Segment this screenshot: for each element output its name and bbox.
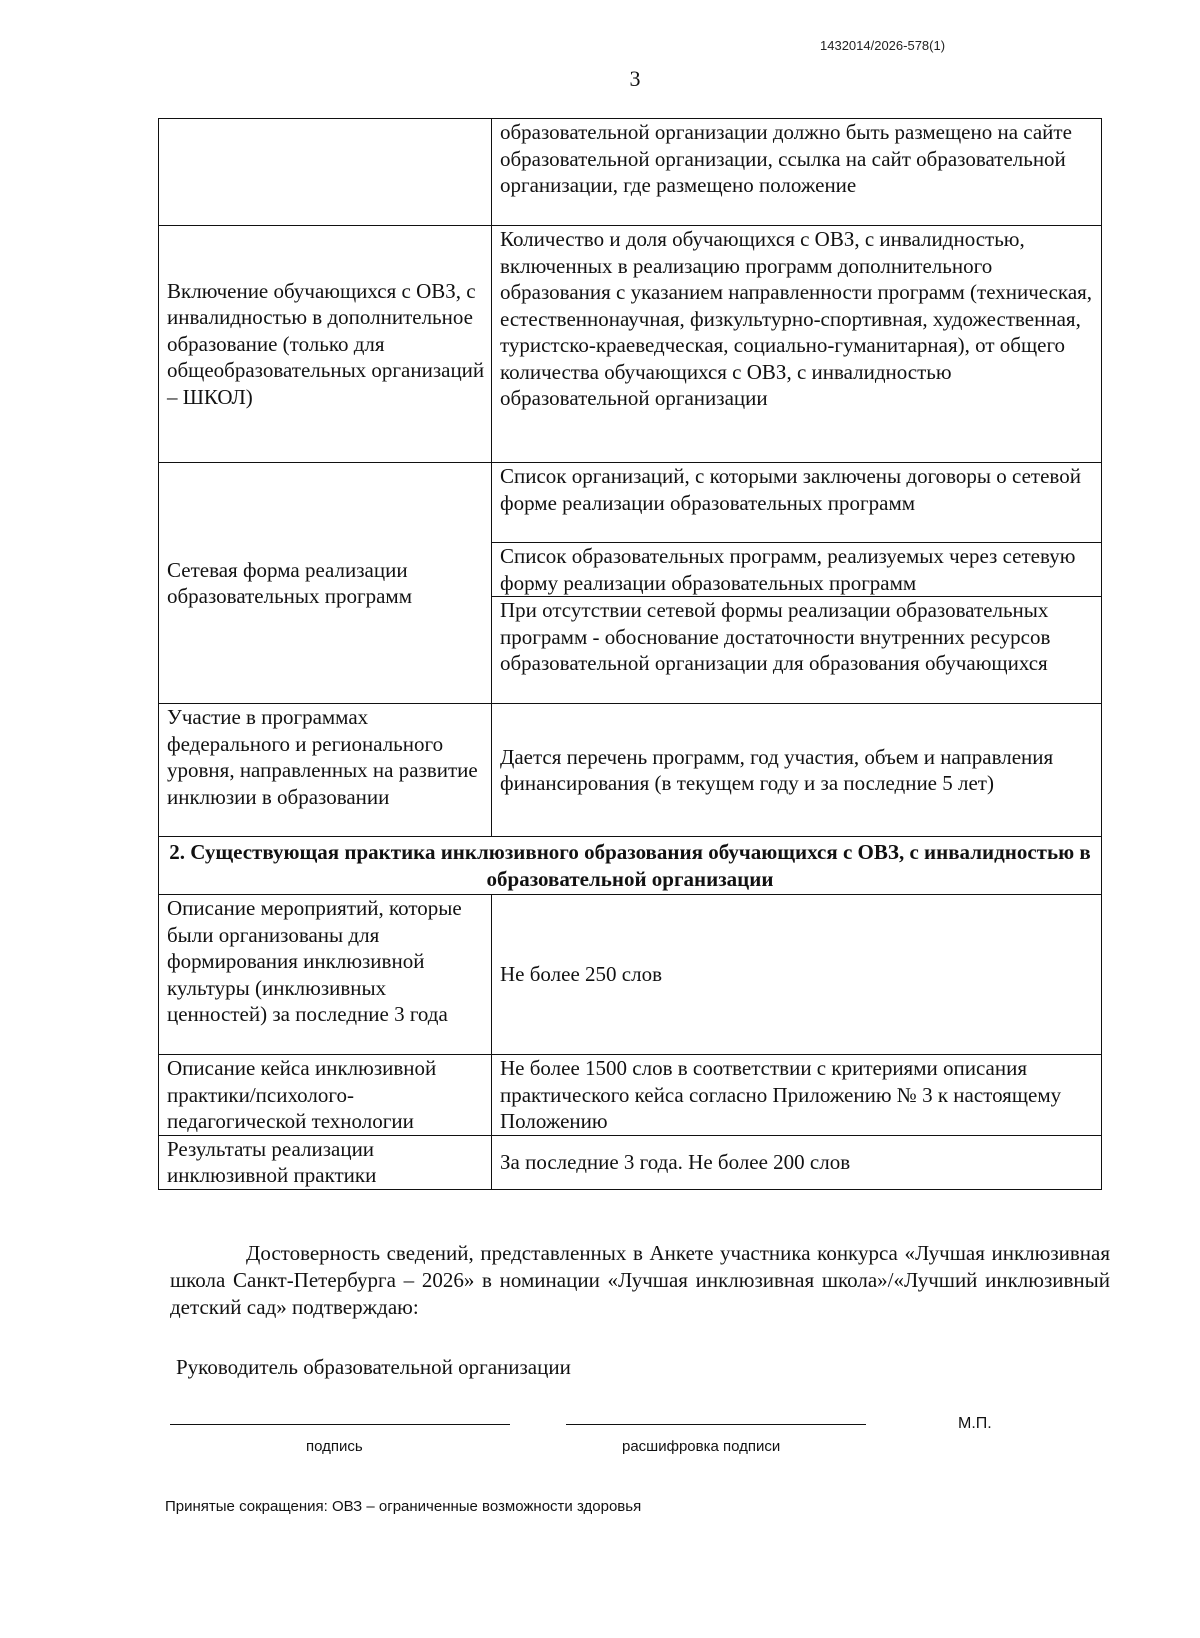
table-cell-criterion: Включение обучающихся с ОВЗ, с инвалидностью в дополнительное образование (только для общеобразовательных организаций – ШКОЛ) (159, 226, 492, 463)
table-cell-value: При отсутствии сетевой формы реализации образовательных программ - обоснование достаточности внутренних ресурсов образовательной организации для образования обучающихся (492, 597, 1102, 704)
table-cell-value: За последние 3 года. Не более 200 слов (492, 1135, 1102, 1189)
table-cell-value: Количество и доля обучающихся с ОВЗ, с инвалидностью, включенных в реализацию программ дополнительного образования с указанием направленности программ (техническая, естественнонаучная, физкультурно-спортивная, художественная, туристско-краеведческая, социально-гуманитарная), от общего количества обучающихся с ОВЗ, с инвалидностью образовательной организации (492, 226, 1102, 463)
table-cell-value: Не более 250 слов (492, 895, 1102, 1055)
table-cell-criterion: Сетевая форма реализации образовательных программ (159, 463, 492, 704)
signature-label: подпись (306, 1438, 363, 1455)
table-cell-criterion: Описание мероприятий, которые были организованы для формирования инклюзивной культуры (инклюзивных ценностей) за последние 3 года (159, 895, 492, 1055)
document-number: 1432014/2026-578(1) (820, 38, 946, 53)
table-row (159, 1055, 1102, 1136)
table-row (159, 895, 1102, 1055)
table-cell-value: Список организаций, с которыми заключены договоры о сетевой форме реализации образовательных программ (492, 463, 1102, 543)
signature-decoding-label: расшифровка подписи (622, 1438, 781, 1455)
table-cell-value: Не более 1500 слов в соответствии с критериями описания практического кейса согласно Приложению № 3 к настоящему Положению (492, 1055, 1102, 1136)
table-row (159, 704, 1102, 837)
confirmation-paragraph: Достоверность сведений, представленных в Анкете участника конкурса «Лучшая инклюзивная школа Санкт-Петербурга – 2026» в номинации «Лучшая инклюзивная школа»/«Лучший инклюзивный детский сад» подтверждаю: (170, 1241, 1110, 1319)
stamp-place-label: М.П. (958, 1415, 992, 1432)
table-cell-value: Дается перечень программ, год участия, объем и направления финансирования (в текущем году и за последние 5 лет) (492, 704, 1102, 837)
table-row (159, 1135, 1102, 1189)
section-heading-row (159, 837, 1102, 895)
table-cell-criterion: Участие в программах федерального и регионального уровня, направленных на развитие инклюзии в образовании (159, 704, 492, 837)
table-cell-empty (159, 119, 492, 226)
table-cell-criterion: Результаты реализации инклюзивной практики (159, 1135, 492, 1189)
table-row (159, 226, 1102, 463)
page-number: 3 (629, 66, 641, 91)
table-row (159, 119, 1102, 226)
section-heading: 2. Существующая практика инклюзивного образования обучающихся с ОВЗ, с инвалидностью в образовательной организации (159, 837, 1102, 895)
table-cell-value: Список образовательных программ, реализуемых через сетевую форму реализации образовательных программ (492, 543, 1102, 597)
signature-line (170, 1424, 510, 1425)
table-cell-criterion: Описание кейса инклюзивной практики/психолого-педагогической технологии (159, 1055, 492, 1136)
table-row (159, 463, 1102, 543)
head-of-organization-label: Руководитель образовательной организации (176, 1355, 571, 1379)
signature-decoding-line (566, 1424, 866, 1425)
questionnaire-table (158, 118, 1102, 1190)
abbreviations-note: Принятые сокращения: ОВЗ – ограниченные возможности здоровья (165, 1498, 642, 1515)
table-cell-value: образовательной организации должно быть размещено на сайте образовательной организации, ссылка на сайт образовательной организации, где размещено положение (492, 119, 1102, 226)
